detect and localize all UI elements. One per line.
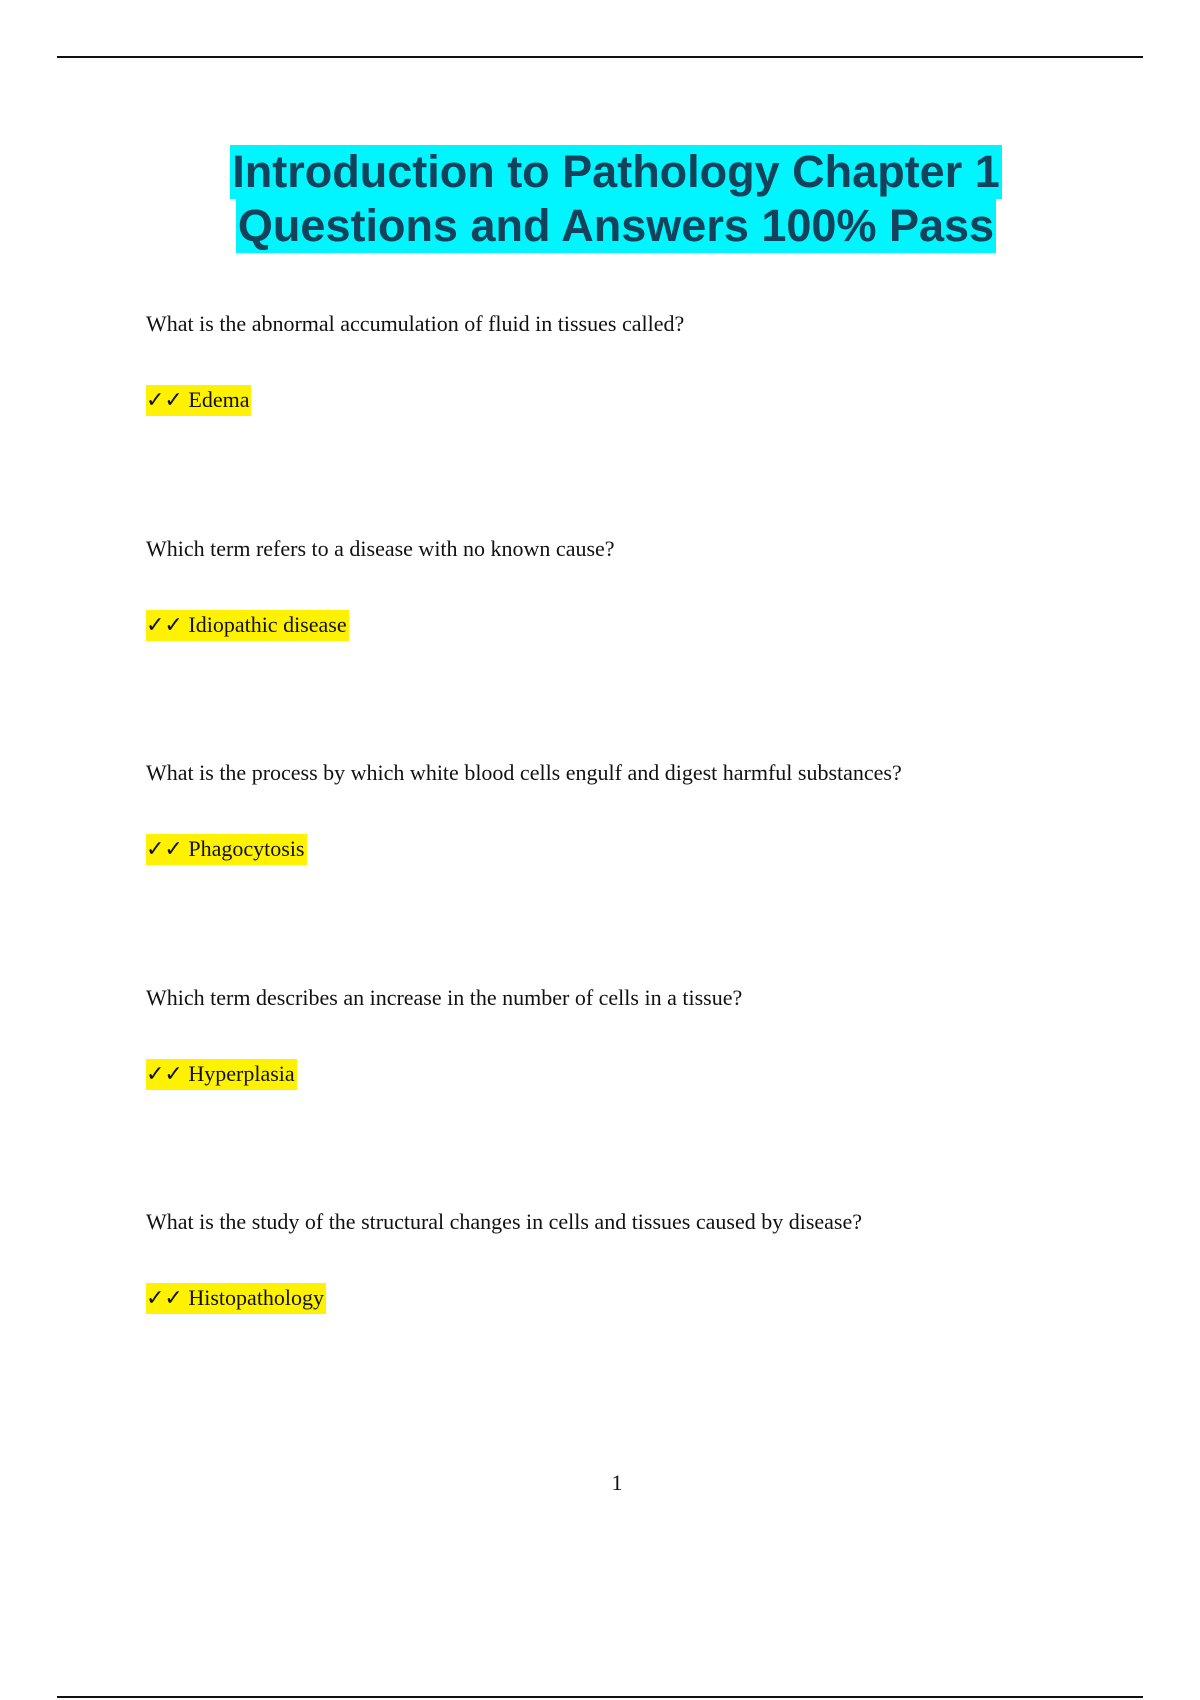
- answer-text: Phagocytosis: [188, 836, 305, 861]
- qa-item: [146, 1208, 1106, 1311]
- qa-item: [146, 984, 1106, 1087]
- qa-item: [146, 310, 1106, 413]
- double-check-icon: ✓✓: [146, 1062, 183, 1087]
- double-check-icon: ✓✓: [146, 388, 183, 413]
- header-rule: [57, 56, 1143, 58]
- question-text: Which term refers to a disease with no known cause?: [146, 536, 615, 561]
- answer-highlight: [146, 1059, 297, 1090]
- answer-highlight: [146, 385, 251, 416]
- footer-rule: [57, 1696, 1143, 1698]
- qa-item: [146, 759, 1106, 862]
- question-text: Which term describes an increase in the number of cells in a tissue?: [146, 985, 743, 1010]
- question-text: What is the process by which white blood cells engulf and digest harmful substances?: [146, 760, 902, 785]
- answer-highlight: [146, 834, 307, 865]
- answer-highlight: [146, 610, 349, 641]
- title-line-2: Questions and Answers 100% Pass: [237, 200, 995, 251]
- title-line-1: Introduction to Pathology Chapter 1: [232, 146, 1000, 197]
- page-number: 1: [611, 1470, 623, 1495]
- answer-text: Idiopathic disease: [188, 612, 347, 637]
- question-text: What is the abnormal accumulation of fluid in tissues called?: [146, 311, 685, 336]
- double-check-icon: ✓✓: [146, 1286, 183, 1311]
- answer-highlight: [146, 1283, 326, 1314]
- answer-text: Edema: [188, 387, 250, 412]
- qa-item: [146, 535, 1106, 638]
- document-title: [0, 145, 1200, 253]
- answer-text: Histopathology: [188, 1285, 325, 1310]
- question-text: What is the study of the structural changes in cells and tissues caused by disease?: [146, 1209, 863, 1234]
- double-check-icon: ✓✓: [146, 613, 183, 638]
- double-check-icon: ✓✓: [146, 837, 183, 862]
- answer-text: Hyperplasia: [188, 1061, 295, 1086]
